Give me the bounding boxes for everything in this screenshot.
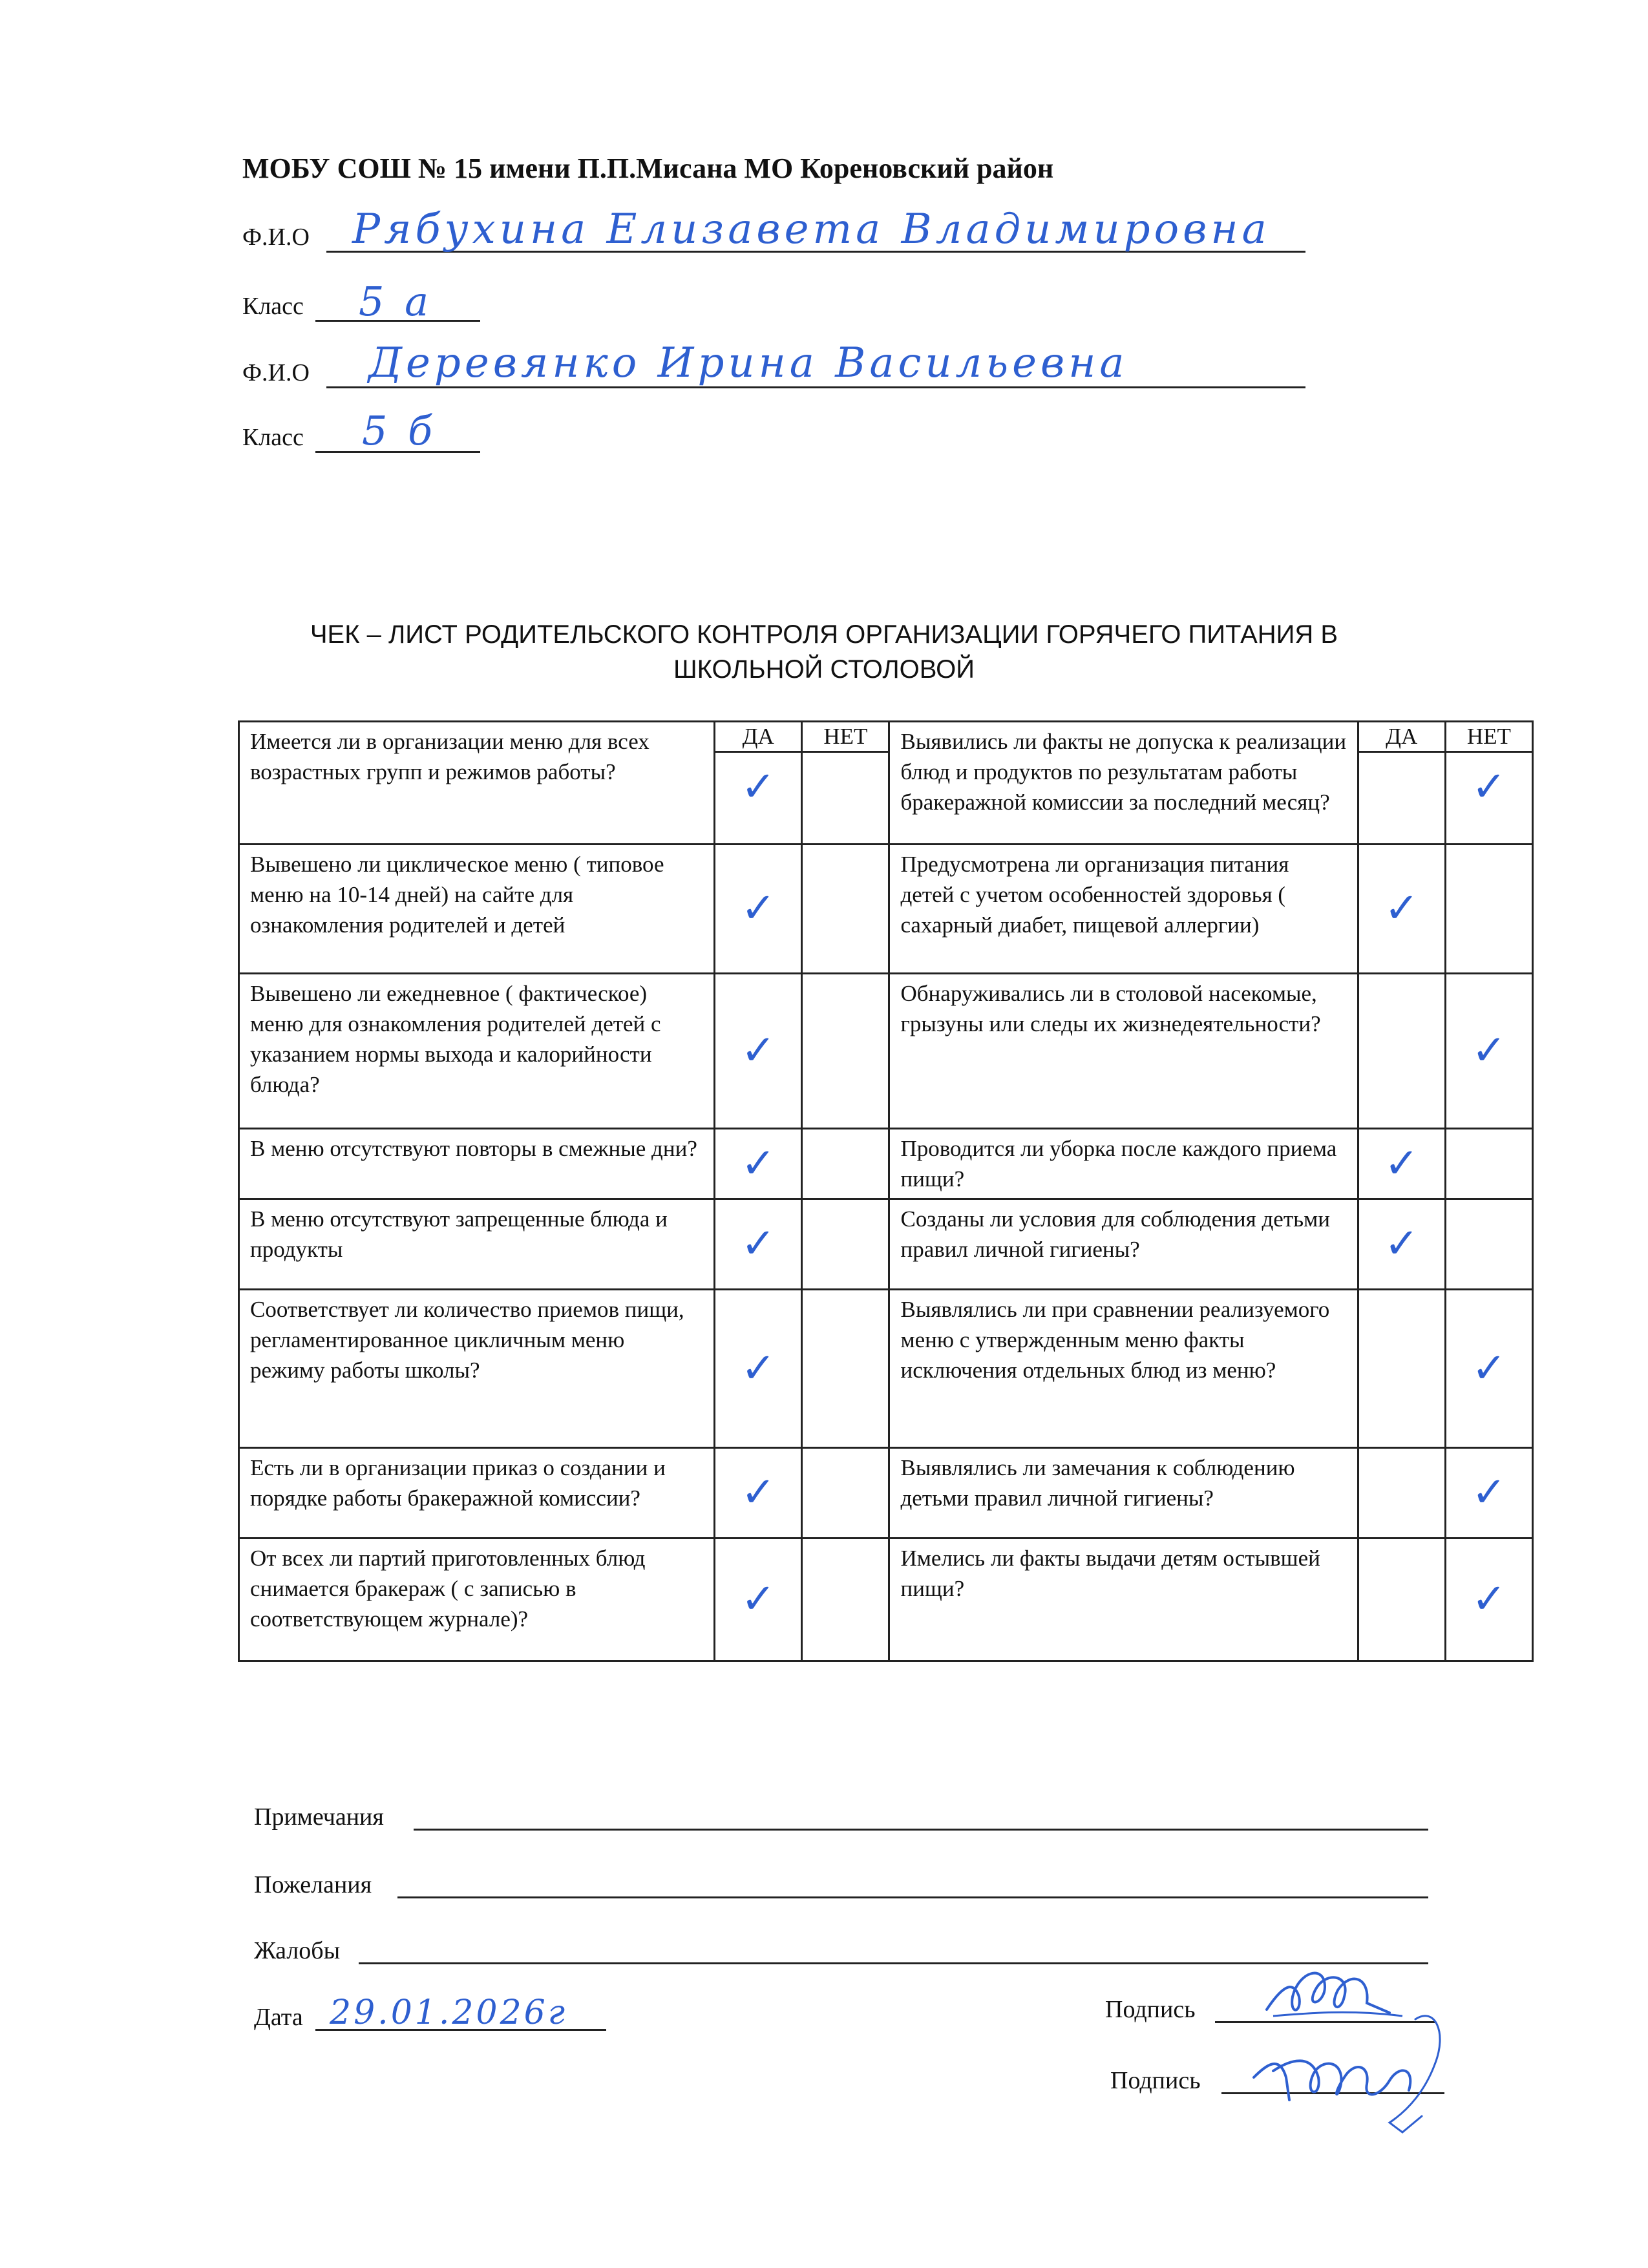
question-right: Выявлялись ли при сравнении реализуемого меню с утвержденным меню факты исключения отдельных блюд из меню? (889, 1290, 1358, 1448)
left-yes-cell[interactable] (715, 1448, 802, 1538)
notes-label: Примечания (254, 1803, 384, 1831)
left-yes-cell[interactable] (715, 722, 802, 845)
left-no-cell[interactable] (802, 974, 889, 1129)
right-no-cell[interactable] (1445, 1290, 1532, 1448)
checklist-table (238, 720, 1534, 1662)
question-left: Вывешено ли циклическое меню ( типовое меню на 10-14 дней) на сайте для ознакомления родителей и детей (239, 845, 715, 974)
question-left: Соответствует ли количество приемов пищи, регламентированное цикличным меню режиму работы школы? (239, 1290, 715, 1448)
checkmark-icon: ✓ (1472, 1575, 1506, 1623)
signature-label-1: Подпись (1105, 1996, 1196, 2023)
question-right: Предусмотрена ли организация питания детей с учетом особенностей здоровья ( сахарный диабет, пищевой аллергии) (889, 845, 1358, 974)
left-no-cell[interactable] (802, 1129, 889, 1199)
class-value-2[interactable]: 5 б (362, 407, 436, 454)
right-yes-cell[interactable] (1358, 1199, 1445, 1290)
right-yes-cell[interactable] (1358, 722, 1445, 845)
wishes-label: Пожелания (254, 1871, 372, 1898)
left-yes-cell[interactable] (715, 1290, 802, 1448)
table-row (239, 1199, 1533, 1290)
checklist-title (0, 617, 1648, 687)
date-value[interactable]: 29.01.2026г (330, 1993, 568, 2032)
right-yes-cell[interactable] (1358, 1538, 1445, 1661)
right-no-cell[interactable] (1445, 722, 1532, 845)
question-left: Вывешено ли ежедневное ( фактическое) меню для ознакомления родителей детей с указанием нормы выхода и калорийности блюда? (239, 974, 715, 1129)
table-row (239, 1448, 1533, 1538)
question-left: В меню отсутствуют повторы в смежные дни? (239, 1129, 715, 1199)
checkmark-icon: ✓ (1472, 1469, 1506, 1517)
wishes-line[interactable] (397, 1896, 1428, 1898)
table-row (239, 1129, 1533, 1199)
checklist-title-line1: ЧЕК – ЛИСТ РОДИТЕЛЬСКОГО КОНТРОЛЯ ОРГАНИЗАЦИИ ГОРЯЧЕГО ПИТАНИЯ В (310, 620, 1338, 649)
class-label: Класс (242, 293, 304, 320)
column-header-no: НЕТ (803, 722, 888, 753)
complaints-label: Жалобы (254, 1937, 341, 1964)
question-right: Выявились ли факты не допуска к реализации блюд и продуктов по результатам работы бракеражной комиссии за последний месяц? (889, 722, 1358, 845)
table-row (239, 722, 1533, 845)
checkmark-icon: ✓ (741, 1027, 776, 1075)
question-right: Проводится ли уборка после каждого приема пищи? (889, 1129, 1358, 1199)
right-yes-cell[interactable] (1358, 1129, 1445, 1199)
column-header-yes: ДА (715, 722, 801, 753)
column-header-yes: ДА (1359, 722, 1444, 753)
checkmark-icon: ✓ (741, 1139, 776, 1188)
checkmark-icon: ✓ (741, 885, 776, 932)
left-yes-cell[interactable] (715, 1199, 802, 1290)
left-yes-cell[interactable] (715, 974, 802, 1129)
table-row (239, 1538, 1533, 1661)
question-left: Имеется ли в организации меню для всех возрастных групп и режимов работы? (239, 722, 715, 845)
left-yes-cell[interactable] (715, 845, 802, 974)
table-row (239, 1290, 1533, 1448)
checkmark-icon: ✓ (1472, 1344, 1506, 1392)
checkmark-icon: ✓ (1472, 763, 1506, 811)
left-no-cell[interactable] (802, 1538, 889, 1661)
fio-value-1[interactable]: Рябухина Елизавета Владимировна (352, 205, 1271, 253)
right-no-cell[interactable] (1445, 1199, 1532, 1290)
school-name: МОБУ СОШ № 15 имени П.П.Мисана МО Кореновский район (242, 152, 1054, 184)
checklist-title-line2: ШКОЛЬНОЙ СТОЛОВОЙ (673, 655, 975, 684)
table-row (239, 845, 1533, 974)
question-right: Обнаруживались ли в столовой насекомые, грызуны или следы их жизнедеятельности? (889, 974, 1358, 1129)
left-no-cell[interactable] (802, 845, 889, 974)
table-row (239, 974, 1533, 1129)
checkmark-icon: ✓ (1384, 885, 1419, 932)
checkmark-icon: ✓ (741, 763, 776, 811)
checkmark-icon: ✓ (741, 1344, 776, 1392)
notes-line[interactable] (414, 1829, 1428, 1831)
question-right: Созданы ли условия для соблюдения детьми правил личной гигиены? (889, 1199, 1358, 1290)
left-no-cell[interactable] (802, 1199, 889, 1290)
checkmark-icon: ✓ (741, 1220, 776, 1268)
left-no-cell[interactable] (802, 1290, 889, 1448)
question-left: От всех ли партий приготовленных блюд снимается бракераж ( с записью в соответствующем журнале)? (239, 1538, 715, 1661)
right-no-cell[interactable] (1445, 1448, 1532, 1538)
checkmark-icon: ✓ (741, 1575, 776, 1623)
column-header-no: НЕТ (1446, 722, 1532, 753)
date-label: Дата (254, 2004, 303, 2031)
checkmark-icon: ✓ (741, 1469, 776, 1517)
right-no-cell[interactable] (1445, 845, 1532, 974)
signature-label-2: Подпись (1110, 2067, 1201, 2094)
right-no-cell[interactable] (1445, 974, 1532, 1129)
right-no-cell[interactable] (1445, 1129, 1532, 1199)
left-no-cell[interactable] (802, 722, 889, 845)
left-yes-cell[interactable] (715, 1538, 802, 1661)
right-no-cell[interactable] (1445, 1538, 1532, 1661)
question-right: Выявлялись ли замечания к соблюдению детьми правил личной гигиены? (889, 1448, 1358, 1538)
left-yes-cell[interactable] (715, 1129, 802, 1199)
signature-2 (1241, 1993, 1461, 2142)
checkmark-icon: ✓ (1472, 1027, 1506, 1075)
question-right: Имелись ли факты выдачи детям остывшей пищи? (889, 1538, 1358, 1661)
fio-value-2[interactable]: Деревянко Ирина Васильевна (368, 339, 1128, 387)
checkmark-icon: ✓ (1384, 1139, 1419, 1188)
fio-label: Ф.И.О (242, 359, 310, 386)
question-left: В меню отсутствуют запрещенные блюда и продукты (239, 1199, 715, 1290)
class-label: Класс (242, 424, 304, 451)
right-yes-cell[interactable] (1358, 1448, 1445, 1538)
left-no-cell[interactable] (802, 1448, 889, 1538)
right-yes-cell[interactable] (1358, 1290, 1445, 1448)
class-value-1[interactable]: 5 а (359, 278, 433, 325)
right-yes-cell[interactable] (1358, 974, 1445, 1129)
checkmark-icon: ✓ (1384, 1220, 1419, 1268)
right-yes-cell[interactable] (1358, 845, 1445, 974)
question-left: Есть ли в организации приказ о создании и порядке работы бракеражной комиссии? (239, 1448, 715, 1538)
fio-label: Ф.И.О (242, 224, 310, 251)
